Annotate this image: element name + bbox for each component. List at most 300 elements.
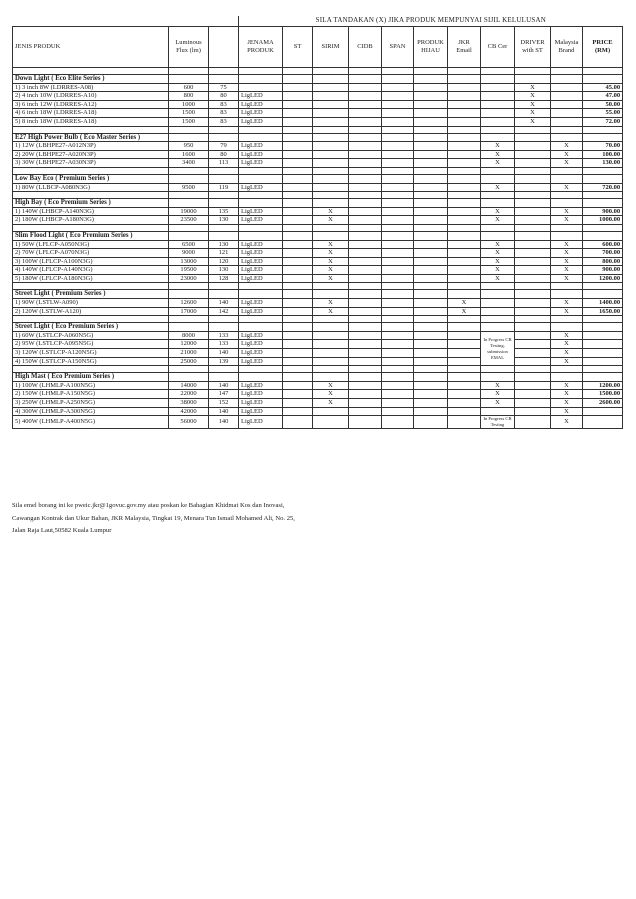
span-mark bbox=[382, 92, 414, 101]
st-mark bbox=[283, 416, 313, 429]
efficacy: 130 bbox=[209, 216, 239, 225]
empty-cell bbox=[583, 373, 623, 382]
empty-cell bbox=[169, 323, 209, 332]
empty-cell bbox=[169, 174, 209, 183]
empty-cell bbox=[349, 323, 382, 332]
driver-mark bbox=[515, 266, 551, 275]
table-row bbox=[13, 142, 623, 151]
table-row bbox=[13, 357, 623, 366]
empty-cell bbox=[382, 323, 414, 332]
table-row bbox=[13, 117, 623, 126]
product-name: 5) 400W (LHMLP-A400N5G) bbox=[13, 416, 169, 429]
empty-cell bbox=[551, 174, 583, 183]
gap-cell bbox=[349, 192, 382, 199]
gap-cell bbox=[414, 192, 448, 199]
section-gap bbox=[13, 192, 623, 199]
st-mark bbox=[283, 390, 313, 399]
efficacy: 113 bbox=[209, 159, 239, 168]
jkr-email-mark bbox=[448, 240, 481, 249]
gap-cell bbox=[448, 192, 481, 199]
st-mark bbox=[283, 357, 313, 366]
luminous-flux: 42000 bbox=[169, 407, 209, 416]
produk-hijau-mark bbox=[414, 109, 448, 118]
brand: LigLED bbox=[239, 100, 283, 109]
sirim-mark bbox=[313, 92, 349, 101]
brand: LigLED bbox=[239, 117, 283, 126]
gap-cell bbox=[313, 126, 349, 133]
product-name: 5) 8 inch 18W (LDRRES-A18) bbox=[13, 117, 169, 126]
empty-cell bbox=[313, 174, 349, 183]
cb-cer-mark: X bbox=[481, 381, 515, 390]
produk-hijau-mark bbox=[414, 331, 448, 340]
cb-cer-mark: X bbox=[481, 216, 515, 225]
driver-mark bbox=[515, 390, 551, 399]
empty-cell bbox=[349, 290, 382, 299]
empty-cell bbox=[551, 133, 583, 142]
price: 47.00 bbox=[583, 92, 623, 101]
section-gap bbox=[13, 283, 623, 290]
gap-cell bbox=[283, 192, 313, 199]
malaysia-brand-mark: X bbox=[551, 307, 583, 316]
empty-cell bbox=[515, 75, 551, 84]
empty-cell bbox=[349, 231, 382, 240]
efficacy: 133 bbox=[209, 331, 239, 340]
produk-hijau-mark bbox=[414, 117, 448, 126]
span-mark bbox=[382, 416, 414, 429]
gap-cell bbox=[283, 68, 313, 75]
gap-cell bbox=[313, 366, 349, 373]
sirim-mark: X bbox=[313, 390, 349, 399]
cidb-mark bbox=[349, 407, 382, 416]
table-row bbox=[13, 381, 623, 390]
cb-cer-mark: X bbox=[481, 150, 515, 159]
gap-cell bbox=[515, 167, 551, 174]
empty-cell bbox=[349, 373, 382, 382]
table-row bbox=[13, 159, 623, 168]
luminous-flux: 1500 bbox=[169, 117, 209, 126]
table-row bbox=[13, 216, 623, 225]
col-header-produk-hijau: PRODUK HIJAU bbox=[414, 27, 448, 68]
gap-cell bbox=[448, 68, 481, 75]
gap-cell bbox=[382, 224, 414, 231]
span-mark bbox=[382, 357, 414, 366]
table-row bbox=[13, 150, 623, 159]
luminous-flux: 21000 bbox=[169, 349, 209, 358]
empty-cell bbox=[239, 199, 283, 208]
gap-cell bbox=[169, 167, 209, 174]
col-header-sirim: SIRIM bbox=[313, 27, 349, 68]
malaysia-brand-mark: X bbox=[551, 381, 583, 390]
header-row bbox=[13, 27, 623, 68]
empty-cell bbox=[551, 290, 583, 299]
malaysia-brand-mark bbox=[551, 117, 583, 126]
sirim-mark bbox=[313, 83, 349, 92]
section-gap bbox=[13, 316, 623, 323]
cidb-mark bbox=[349, 399, 382, 408]
cb-cer-mark bbox=[481, 299, 515, 308]
footer-line: Sila emel borang ini ke pweic.jkr@1govuc.gov.my atau poskan ke Bahagian Khidmat Kos dan Inovasi, bbox=[12, 502, 285, 509]
gap-cell bbox=[583, 68, 623, 75]
st-mark bbox=[283, 349, 313, 358]
brand: LigLED bbox=[239, 109, 283, 118]
gap-cell bbox=[448, 167, 481, 174]
malaysia-brand-mark bbox=[551, 100, 583, 109]
gap-cell bbox=[515, 283, 551, 290]
table-row bbox=[13, 340, 623, 349]
empty-cell bbox=[209, 174, 239, 183]
product-name: 4) 140W (LFLCP-A140N3G) bbox=[13, 266, 169, 275]
st-mark bbox=[283, 299, 313, 308]
empty-cell bbox=[414, 290, 448, 299]
sirim-mark bbox=[313, 416, 349, 429]
driver-mark bbox=[515, 274, 551, 283]
efficacy: 147 bbox=[209, 390, 239, 399]
sirim-mark: X bbox=[313, 307, 349, 316]
st-mark bbox=[283, 307, 313, 316]
product-name: 2) 4 inch 10W (LDRRES-A10) bbox=[13, 92, 169, 101]
empty-cell bbox=[583, 323, 623, 332]
table-row bbox=[13, 100, 623, 109]
malaysia-brand-mark: X bbox=[551, 340, 583, 349]
gap-cell bbox=[551, 316, 583, 323]
cidb-mark bbox=[349, 92, 382, 101]
section-title-row bbox=[13, 373, 623, 382]
product-name: 3) 6 inch 12W (LDRRES-A12) bbox=[13, 100, 169, 109]
empty-cell bbox=[515, 174, 551, 183]
empty-cell bbox=[515, 373, 551, 382]
table-row bbox=[13, 257, 623, 266]
efficacy: 140 bbox=[209, 416, 239, 429]
footer-line: Jalan Raja Laut,50582 Kuala Lumpur bbox=[12, 527, 112, 534]
malaysia-brand-mark: X bbox=[551, 407, 583, 416]
gap-cell bbox=[583, 126, 623, 133]
produk-hijau-mark bbox=[414, 407, 448, 416]
malaysia-brand-mark: X bbox=[551, 183, 583, 192]
gap-cell bbox=[209, 316, 239, 323]
price bbox=[583, 331, 623, 340]
cidb-mark bbox=[349, 340, 382, 349]
gap-cell bbox=[209, 126, 239, 133]
cidb-mark bbox=[349, 390, 382, 399]
span-mark bbox=[382, 100, 414, 109]
empty-cell bbox=[283, 290, 313, 299]
footer-instructions bbox=[12, 500, 622, 538]
gap-cell bbox=[515, 126, 551, 133]
empty-cell bbox=[414, 75, 448, 84]
produk-hijau-mark bbox=[414, 357, 448, 366]
produk-hijau-mark bbox=[414, 100, 448, 109]
cidb-mark bbox=[349, 117, 382, 126]
driver-mark bbox=[515, 416, 551, 429]
price: 900.00 bbox=[583, 266, 623, 275]
cb-cer-mark: X bbox=[481, 266, 515, 275]
luminous-flux: 1600 bbox=[169, 150, 209, 159]
span-mark bbox=[382, 381, 414, 390]
section-title: Down Light ( Eco Elite Series ) bbox=[13, 75, 169, 84]
brand: LigLED bbox=[239, 340, 283, 349]
price: 800.00 bbox=[583, 257, 623, 266]
gap-cell bbox=[481, 224, 515, 231]
cb-cer-mark: X bbox=[481, 183, 515, 192]
cidb-mark bbox=[349, 207, 382, 216]
brand: LigLED bbox=[239, 240, 283, 249]
jkr-email-mark bbox=[448, 357, 481, 366]
gap-cell bbox=[414, 316, 448, 323]
gap-cell bbox=[583, 283, 623, 290]
sirim-mark: X bbox=[313, 216, 349, 225]
empty-cell bbox=[382, 174, 414, 183]
span-mark bbox=[382, 331, 414, 340]
luminous-flux: 9000 bbox=[169, 249, 209, 258]
gap-cell bbox=[515, 68, 551, 75]
gap-cell bbox=[13, 366, 169, 373]
driver-mark bbox=[515, 142, 551, 151]
empty-cell bbox=[583, 199, 623, 208]
banner-spacer bbox=[209, 16, 239, 27]
cb-cer-mark: X bbox=[481, 390, 515, 399]
malaysia-brand-mark bbox=[551, 83, 583, 92]
luminous-flux: 12600 bbox=[169, 299, 209, 308]
brand: LigLED bbox=[239, 142, 283, 151]
luminous-flux: 600 bbox=[169, 83, 209, 92]
span-mark bbox=[382, 390, 414, 399]
gap-cell bbox=[13, 224, 169, 231]
jkr-email-mark bbox=[448, 92, 481, 101]
gap-cell bbox=[169, 224, 209, 231]
empty-cell bbox=[448, 199, 481, 208]
gap-cell bbox=[169, 126, 209, 133]
jkr-email-mark bbox=[448, 381, 481, 390]
price: 900.00 bbox=[583, 207, 623, 216]
gap-cell bbox=[583, 366, 623, 373]
table-row bbox=[13, 92, 623, 101]
driver-mark bbox=[515, 257, 551, 266]
span-mark bbox=[382, 83, 414, 92]
empty-cell bbox=[169, 133, 209, 142]
empty-cell bbox=[209, 133, 239, 142]
col-header-jkr-email: JKR Email bbox=[448, 27, 481, 68]
gap-cell bbox=[414, 224, 448, 231]
gap-cell bbox=[481, 126, 515, 133]
gap-cell bbox=[515, 366, 551, 373]
empty-cell bbox=[349, 199, 382, 208]
empty-cell bbox=[448, 290, 481, 299]
empty-cell bbox=[481, 174, 515, 183]
gap-cell bbox=[583, 316, 623, 323]
gap-cell bbox=[448, 316, 481, 323]
empty-cell bbox=[481, 199, 515, 208]
gap-cell bbox=[209, 68, 239, 75]
efficacy: 128 bbox=[209, 274, 239, 283]
gap-cell bbox=[481, 192, 515, 199]
gap-cell bbox=[349, 68, 382, 75]
cidb-mark bbox=[349, 249, 382, 258]
section-title-row bbox=[13, 323, 623, 332]
empty-cell bbox=[239, 174, 283, 183]
empty-cell bbox=[382, 133, 414, 142]
gap-cell bbox=[209, 366, 239, 373]
section-gap bbox=[13, 366, 623, 373]
product-name: 1) 60W (LSTLCP-A060N5G) bbox=[13, 331, 169, 340]
sirim-mark: X bbox=[313, 266, 349, 275]
span-mark bbox=[382, 150, 414, 159]
st-mark bbox=[283, 407, 313, 416]
empty-cell bbox=[313, 373, 349, 382]
product-name: 2) 120W (LSTLW-A120) bbox=[13, 307, 169, 316]
gap-cell bbox=[13, 283, 169, 290]
st-mark bbox=[283, 207, 313, 216]
efficacy: 83 bbox=[209, 109, 239, 118]
col-header-jenis-produk: JENIS PRODUK bbox=[13, 27, 169, 68]
empty-cell bbox=[382, 199, 414, 208]
span-mark bbox=[382, 349, 414, 358]
gap-cell bbox=[382, 68, 414, 75]
price: 1200.00 bbox=[583, 381, 623, 390]
empty-cell bbox=[481, 231, 515, 240]
section-title-row bbox=[13, 174, 623, 183]
empty-cell bbox=[209, 290, 239, 299]
produk-hijau-mark bbox=[414, 299, 448, 308]
produk-hijau-mark bbox=[414, 142, 448, 151]
malaysia-brand-mark: X bbox=[551, 390, 583, 399]
span-mark bbox=[382, 307, 414, 316]
gap-cell bbox=[382, 167, 414, 174]
gap-cell bbox=[313, 192, 349, 199]
luminous-flux: 950 bbox=[169, 142, 209, 151]
cb-cer-mark: X bbox=[481, 257, 515, 266]
gap-cell bbox=[313, 167, 349, 174]
price: 720.00 bbox=[583, 183, 623, 192]
cidb-mark bbox=[349, 416, 382, 429]
product-name: 1) 80W (LLBCP-A080N3G) bbox=[13, 183, 169, 192]
empty-cell bbox=[283, 323, 313, 332]
sirim-mark bbox=[313, 183, 349, 192]
span-mark bbox=[382, 207, 414, 216]
price: 600.00 bbox=[583, 240, 623, 249]
malaysia-brand-mark: X bbox=[551, 257, 583, 266]
st-mark bbox=[283, 159, 313, 168]
produk-hijau-mark bbox=[414, 150, 448, 159]
sirim-mark bbox=[313, 340, 349, 349]
cb-cer-mark: X bbox=[481, 159, 515, 168]
cb-cer-mark: X bbox=[481, 207, 515, 216]
jkr-email-mark bbox=[448, 183, 481, 192]
section-title: Low Bay Eco ( Premium Series ) bbox=[13, 174, 169, 183]
table-row bbox=[13, 390, 623, 399]
empty-cell bbox=[313, 133, 349, 142]
brand: LigLED bbox=[239, 349, 283, 358]
col-header-driver: DRIVER with ST bbox=[515, 27, 551, 68]
table-row bbox=[13, 109, 623, 118]
product-name: 2) 95W (LSTLCP-A095N5G) bbox=[13, 340, 169, 349]
product-name: 1) 100W (LHMLP-A100N5G) bbox=[13, 381, 169, 390]
efficacy: 119 bbox=[209, 183, 239, 192]
produk-hijau-mark bbox=[414, 349, 448, 358]
st-mark bbox=[283, 240, 313, 249]
produk-hijau-mark bbox=[414, 274, 448, 283]
gap-cell bbox=[349, 224, 382, 231]
empty-cell bbox=[239, 75, 283, 84]
produk-hijau-mark bbox=[414, 183, 448, 192]
jkr-email-mark bbox=[448, 150, 481, 159]
price bbox=[583, 340, 623, 349]
cidb-mark bbox=[349, 159, 382, 168]
jkr-email-mark bbox=[448, 340, 481, 349]
col-header-span: SPAN bbox=[382, 27, 414, 68]
gap-cell bbox=[283, 366, 313, 373]
gap-cell bbox=[481, 316, 515, 323]
luminous-flux: 22000 bbox=[169, 390, 209, 399]
jkr-email-mark bbox=[448, 216, 481, 225]
col-header-efficacy bbox=[209, 27, 239, 68]
section-title: Street Light ( Premium Series ) bbox=[13, 290, 169, 299]
empty-cell bbox=[313, 75, 349, 84]
price: 1650.00 bbox=[583, 307, 623, 316]
empty-cell bbox=[515, 133, 551, 142]
malaysia-brand-mark: X bbox=[551, 349, 583, 358]
gap-cell bbox=[349, 167, 382, 174]
product-certification-sheet bbox=[12, 16, 622, 429]
empty-cell bbox=[515, 231, 551, 240]
empty-cell bbox=[209, 199, 239, 208]
gap-cell bbox=[448, 283, 481, 290]
luminous-flux: 23000 bbox=[169, 274, 209, 283]
driver-mark: X bbox=[515, 100, 551, 109]
cb-cer-mark bbox=[481, 92, 515, 101]
price: 2600.00 bbox=[583, 399, 623, 408]
span-mark bbox=[382, 299, 414, 308]
empty-cell bbox=[169, 231, 209, 240]
st-mark bbox=[283, 266, 313, 275]
price: 1400.00 bbox=[583, 299, 623, 308]
empty-cell bbox=[209, 231, 239, 240]
cidb-mark bbox=[349, 83, 382, 92]
sirim-mark: X bbox=[313, 257, 349, 266]
cidb-mark bbox=[349, 142, 382, 151]
efficacy: 142 bbox=[209, 307, 239, 316]
driver-mark bbox=[515, 340, 551, 349]
brand: LigLED bbox=[239, 183, 283, 192]
cidb-mark bbox=[349, 100, 382, 109]
product-name: 3) 100W (LFLCP-A100N3G) bbox=[13, 257, 169, 266]
produk-hijau-mark bbox=[414, 159, 448, 168]
section-title-row bbox=[13, 290, 623, 299]
table-row bbox=[13, 266, 623, 275]
product-name: 1) 90W (LSTLW-A090) bbox=[13, 299, 169, 308]
price: 50.00 bbox=[583, 100, 623, 109]
table-row bbox=[13, 83, 623, 92]
gap-cell bbox=[313, 224, 349, 231]
produk-hijau-mark bbox=[414, 249, 448, 258]
empty-cell bbox=[551, 323, 583, 332]
st-mark bbox=[283, 83, 313, 92]
span-mark bbox=[382, 183, 414, 192]
table-body bbox=[13, 16, 623, 429]
gap-cell bbox=[209, 283, 239, 290]
st-mark bbox=[283, 100, 313, 109]
gap-cell bbox=[313, 316, 349, 323]
efficacy: 80 bbox=[209, 150, 239, 159]
gap-cell bbox=[239, 192, 283, 199]
driver-mark bbox=[515, 216, 551, 225]
brand: LigLED bbox=[239, 381, 283, 390]
luminous-flux: 1000 bbox=[169, 100, 209, 109]
malaysia-brand-mark: X bbox=[551, 207, 583, 216]
sirim-mark bbox=[313, 331, 349, 340]
price bbox=[583, 416, 623, 429]
span-mark bbox=[382, 274, 414, 283]
gap-cell bbox=[448, 224, 481, 231]
